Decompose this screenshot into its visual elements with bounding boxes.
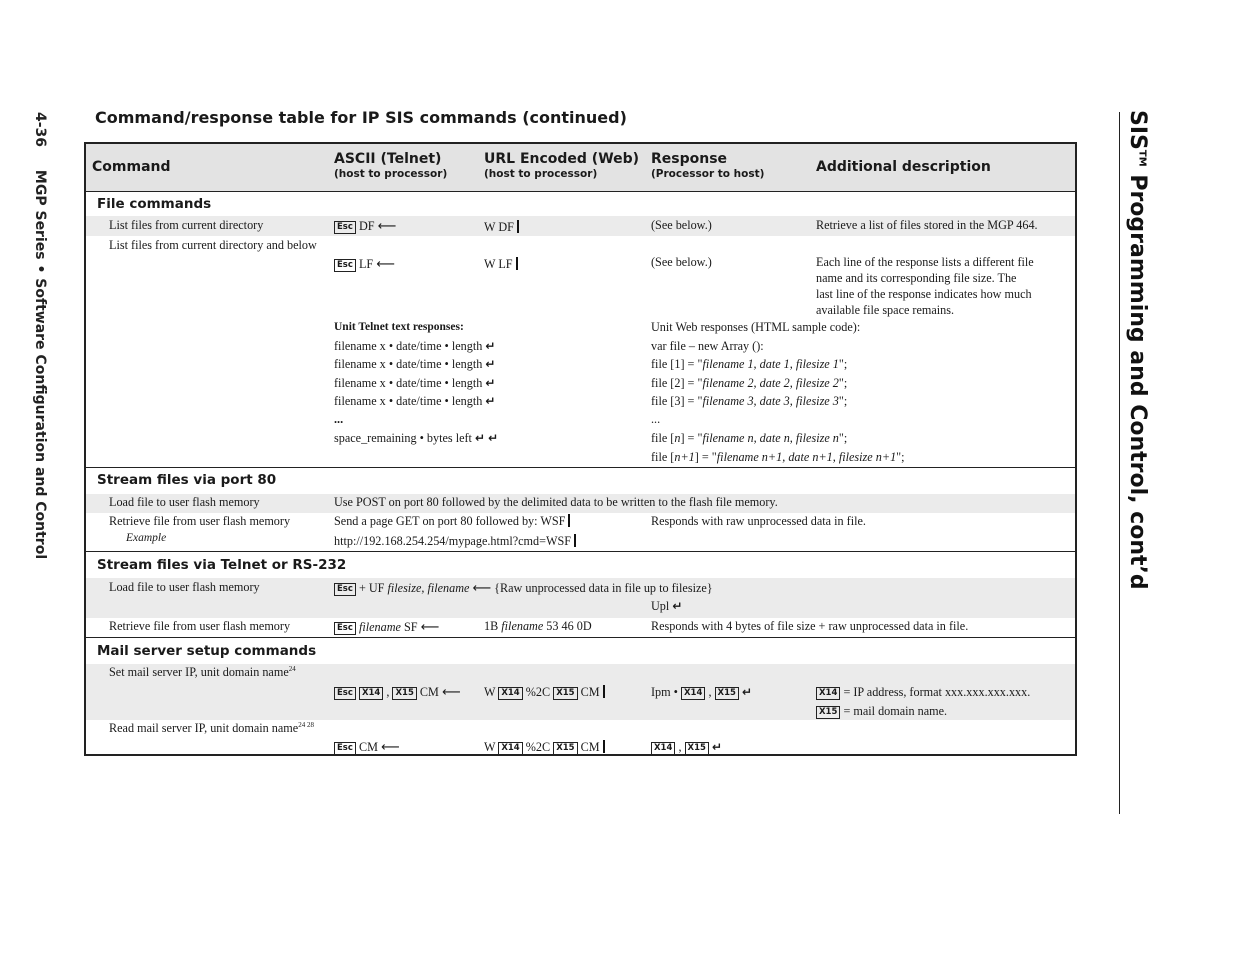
x15-key-icon: X15 xyxy=(392,687,416,700)
example-label: Example xyxy=(126,532,167,544)
left-arrow-icon: ⟵ xyxy=(441,685,461,700)
ascii-df: Esc DF ⟵ xyxy=(334,219,396,234)
url-df: W DF xyxy=(484,220,519,235)
x15-key-icon: X15 xyxy=(553,742,577,755)
web-line: var file – new Array (): xyxy=(651,339,764,353)
cmd-retrieve-flash-telnet: Retrieve file from user flash memory xyxy=(109,619,291,633)
return-icon: ↵ xyxy=(485,394,496,408)
return-icon: ↵ xyxy=(485,339,496,353)
x14-key-icon: X14 xyxy=(498,687,522,700)
return-icon: ↵ xyxy=(485,376,496,390)
return-icon: ↵ xyxy=(475,431,486,445)
pipe-icon xyxy=(516,257,518,270)
web-line: file [n] = "filename n, date n, filesize n"; xyxy=(651,431,848,445)
return-icon: ↵ xyxy=(672,599,683,613)
cmd-retrieve-flash-port80: Retrieve file from user flash memory xyxy=(109,514,291,528)
web-ellipsis: ... xyxy=(651,412,661,426)
mail-desc-x14: X14 = IP address, format xxx.xxx.xxx.xxx. xyxy=(816,685,1030,700)
margin-rule xyxy=(1119,112,1120,814)
return-icon: ↵ xyxy=(741,685,753,699)
telnet-sf-response: Responds with 4 bytes of file size + raw unprocessed data in file. xyxy=(651,619,969,633)
mail-set-response: Ipm • X14 , X15 ↵ xyxy=(651,685,753,699)
section-mail: Mail server setup commands xyxy=(97,643,317,659)
x14-key-icon: X14 xyxy=(498,742,522,755)
section-divider xyxy=(86,637,1075,638)
chapter-title: SIS™ Programming and Control, cont’d xyxy=(1125,110,1150,590)
section-divider xyxy=(86,551,1075,552)
web-line: file [1] = "filename 1, date 1, filesize 1"; xyxy=(651,357,848,371)
desc-df: Retrieve a list of files stored in the MGP 464. xyxy=(816,218,1038,232)
esc-key-icon: Esc xyxy=(334,259,356,272)
x15-key-icon: X15 xyxy=(685,742,709,755)
section-port80: Stream files via port 80 xyxy=(97,472,277,488)
desc-lf-2: name and its corresponding file size. The xyxy=(816,271,1017,285)
web-responses-heading: Unit Web responses (HTML sample code): xyxy=(651,320,861,334)
mail-set-ascii: Esc X14 , X15 CM ⟵ xyxy=(334,685,461,700)
resp-lf: (See below.) xyxy=(651,255,712,269)
return-icon: ↵ xyxy=(711,740,723,754)
esc-key-icon: Esc xyxy=(334,742,356,755)
page-number: 4-36 xyxy=(32,112,48,148)
section-telnet: Stream files via Telnet or RS-232 xyxy=(97,557,347,573)
pipe-icon xyxy=(603,685,605,698)
telnet-sf-url: 1B filename 53 46 0D xyxy=(484,619,592,633)
desc-lf-4: available file space remains. xyxy=(816,303,955,317)
telnet-line: filename x • date/time • length ↵ xyxy=(334,357,496,371)
esc-key-icon: Esc xyxy=(334,221,356,234)
telnet-line-last: space_remaining • bytes left ↵ ↵ xyxy=(334,431,499,445)
desc-lf-3: last line of the response indicates how much xyxy=(816,287,1032,301)
resp-df: (See below.) xyxy=(651,218,712,232)
cmd-list-files: List files from current directory xyxy=(109,218,264,232)
telnet-uf-command: Esc + UF filesize, filename ⟵ {Raw unprocessed data in file up to filesize} xyxy=(334,581,713,596)
x14-key-icon: X14 xyxy=(816,687,840,700)
web-line: file [3] = "filename 3, date 3, filesize 3"; xyxy=(651,394,848,408)
section-divider xyxy=(86,467,1075,468)
mail-read-response: X14 , X15 ↵ xyxy=(651,740,722,755)
telnet-line: filename x • date/time • length ↵ xyxy=(334,339,496,353)
cmd-load-flash-port80: Load file to user flash memory xyxy=(109,495,260,509)
x14-key-icon: X14 xyxy=(681,687,705,700)
table-header xyxy=(86,144,1075,192)
telnet-upl-response: Upl ↵ xyxy=(651,599,683,613)
running-footer xyxy=(32,112,48,559)
esc-key-icon: Esc xyxy=(334,583,356,596)
port80-response: Responds with raw unprocessed data in file. xyxy=(651,514,866,528)
left-arrow-icon: ⟵ xyxy=(472,581,492,596)
left-arrow-icon: ⟵ xyxy=(420,620,440,635)
left-arrow-icon: ⟵ xyxy=(376,257,395,272)
pipe-icon xyxy=(517,220,519,233)
telnet-responses-heading: Unit Telnet text responses: xyxy=(334,321,464,333)
telnet-sf-command: Esc filename SF ⟵ xyxy=(334,620,439,635)
header-description: Additional description xyxy=(816,159,991,175)
port80-post-text: Use POST on port 80 followed by the delimited data to be written to the flash file memory. xyxy=(334,495,778,509)
x14-key-icon: X14 xyxy=(651,742,675,755)
web-line: file [n+1] = "filename n+1, date n+1, filesize n+1"; xyxy=(651,450,905,464)
telnet-line: filename x • date/time • length ↵ xyxy=(334,376,496,390)
web-line: file [2] = "filename 2, date 2, filesize 2"; xyxy=(651,376,848,390)
header-ascii: ASCII (Telnet) (host to processor) xyxy=(334,151,448,180)
header-command: Command xyxy=(92,159,171,175)
header-url: URL Encoded (Web) (host to processor) xyxy=(484,151,640,180)
running-footer-text: MGP Series • Software Configuration and Control xyxy=(32,169,48,560)
pipe-icon xyxy=(568,514,570,527)
command-table xyxy=(84,142,1077,756)
x15-key-icon: X15 xyxy=(715,687,739,700)
url-lf: W LF xyxy=(484,257,518,272)
x15-key-icon: X15 xyxy=(553,687,577,700)
pipe-icon xyxy=(574,534,576,547)
left-arrow-icon: ⟵ xyxy=(380,740,400,755)
x14-key-icon: X14 xyxy=(359,687,383,700)
port80-get-text: Send a page GET on port 80 followed by: WSF xyxy=(334,514,570,529)
desc-lf-1: Each line of the response lists a different file xyxy=(816,255,1034,269)
x15-key-icon: X15 xyxy=(816,706,840,719)
cmd-list-files-below: List files from current directory and below xyxy=(109,238,317,252)
return-icon: ↵ xyxy=(485,357,496,371)
ascii-lf: Esc LF ⟵ xyxy=(334,257,395,272)
pipe-icon xyxy=(603,740,605,753)
mail-desc-x15: X15 = mail domain name. xyxy=(816,704,947,719)
telnet-line: filename x • date/time • length ↵ xyxy=(334,394,496,408)
telnet-ellipsis: ... xyxy=(334,412,344,426)
port80-example-url: http://192.168.254.254/mypage.html?cmd=WSF xyxy=(334,534,576,549)
cmd-set-mail: Set mail server IP, unit domain name$^{24}$ xyxy=(109,665,296,680)
cmd-load-flash-telnet: Load file to user flash memory xyxy=(109,580,260,594)
return-icon: ↵ xyxy=(488,431,499,445)
left-arrow-icon: ⟵ xyxy=(377,219,397,234)
esc-key-icon: Esc xyxy=(334,622,356,635)
mail-read-url: W X14 %2C X15 CM xyxy=(484,740,605,755)
header-response: Response (Processor to host) xyxy=(651,151,765,180)
mail-read-ascii: Esc CM ⟵ xyxy=(334,740,400,755)
mail-set-url: W X14 %2C X15 CM xyxy=(484,685,605,700)
table-title: Command/response table for IP SIS commands (continued) xyxy=(95,108,627,127)
cmd-read-mail: Read mail server IP, unit domain name$^{24 28}$ xyxy=(109,721,314,736)
section-file-commands: File commands xyxy=(97,196,212,212)
esc-key-icon: Esc xyxy=(334,687,356,700)
